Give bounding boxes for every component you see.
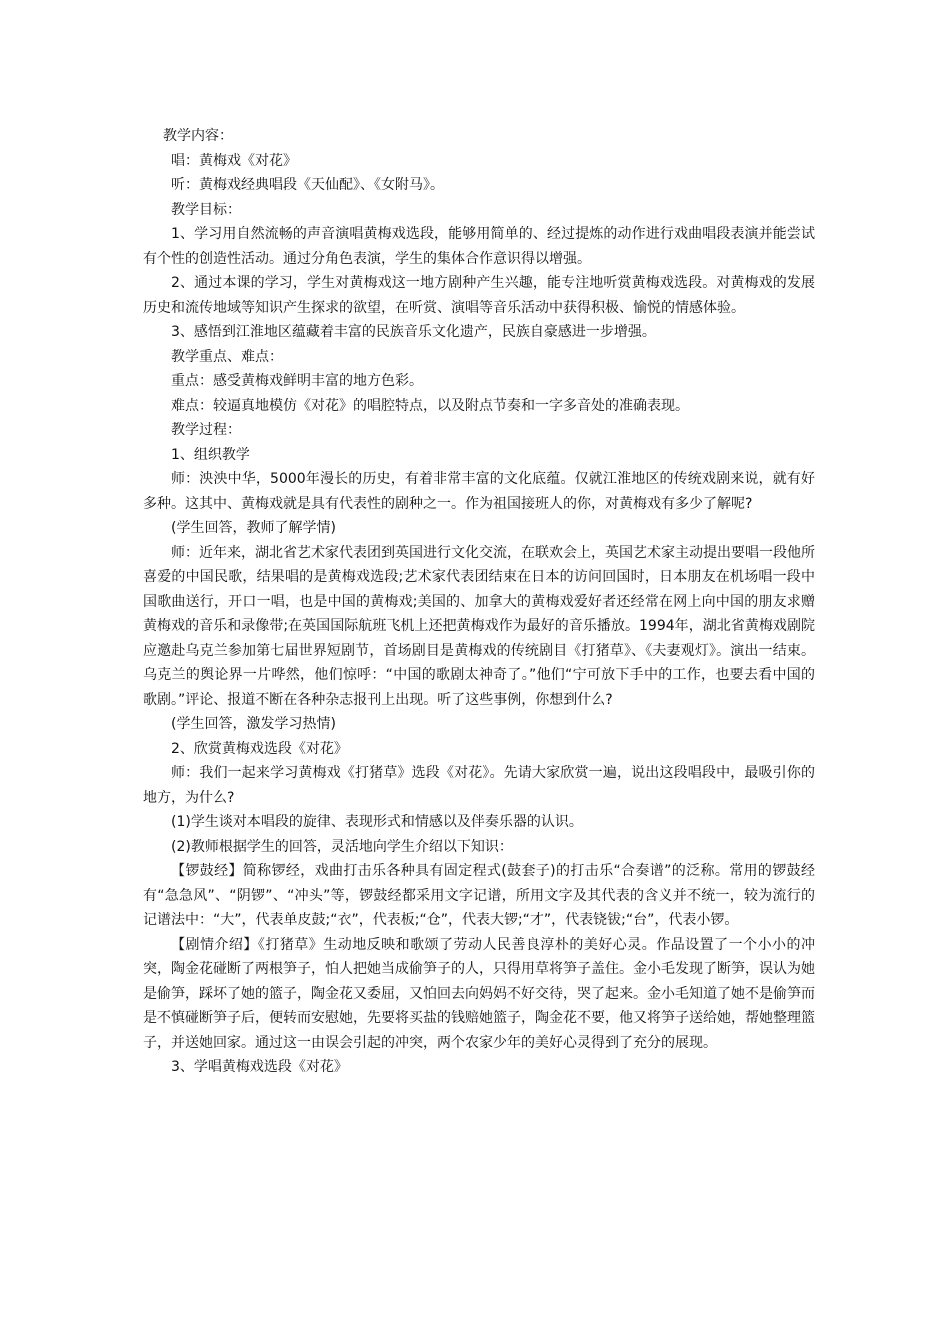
heading-step-1: 1、组织教学 — [171, 446, 250, 463]
paragraph-luogujing: 【锣鼓经】简称锣经，戏曲打击乐各种具有固定程式(鼓套子)的打击乐“合奏谱”的泛称。常用的锣鼓经有“急急风”、“阴锣”、“冲头”等，锣鼓经都采用文字记谱，所用文字及其代表的含义并不统一，较为流行的记谱法中：“大”，代表单皮鼓;“衣”，代表板;“仓”，代表大锣;“才”，代表铙钹;“台”，代表小锣。 — [143, 863, 815, 928]
paragraph-student-answer-1: (学生回答，教师了解学情) — [171, 520, 336, 536]
paragraph-teacher-story: 师：近年来，湖北省艺术家代表团到英国进行文化交流，在联欢会上，英国艺术家主动提出要唱一段他所喜爱的中国民歌，结果唱的是黄梅戏选段;艺术家代表团结束在日本的访问回国时，日本朋友在机场唱一段中国歌曲送行，开口一唱，也是中国的黄梅戏;美国的、加拿大的黄梅戏爱好者还经常在网上向中国的朋友求赠黄梅戏的音乐和录像带;在英国国际航班飞机上还把黄梅戏作为最好的音乐播放。1994年，湖北省黄梅戏剧院应邀赴乌克兰参加第七届世界短剧节，首场剧目是黄梅戏的传统剧目《打猪草》、《夫妻观灯》。演出一结束。乌克兰的舆论界一片哗然，他们惊呼：“中国的歌剧太神奇了。”他们“宁可放下手中的工作，也要去看中国的歌剧。”评论、报道不断在各种杂志报刊上出现。听了这些事例，你想到什么? — [143, 544, 815, 708]
heading-teaching-goals: 教学目标： — [171, 201, 241, 218]
paragraph-item-1: (1)学生谈对本唱段的旋律、表现形式和情感以及伴奏乐器的认识。 — [171, 814, 583, 830]
heading-key-points: 教学重点、难点： — [171, 348, 283, 365]
document-page — [143, 124, 815, 1080]
paragraph-sing: 唱：黄梅戏《对花》 — [171, 152, 297, 169]
paragraph-difficulty: 难点：较逼真地模仿《对花》的唱腔特点，以及附点节奏和一字多音处的准确表现。 — [171, 397, 689, 414]
heading-step-3: 3、学唱黄梅戏选段《对花》 — [171, 1059, 348, 1075]
paragraph-key-point: 重点：感受黄梅戏鲜明丰富的地方色彩。 — [171, 373, 423, 389]
heading-teaching-content: 教学内容： — [163, 128, 233, 144]
paragraph-teacher-listen: 师：我们一起来学习黄梅戏《打猪草》选段《对花》。先请大家欣赏一遍，说出这段唱段中，最吸引你的地方，为什么? — [143, 765, 815, 806]
paragraph-goal-3: 3、感悟到江淮地区蕴藏着丰富的民族音乐文化遗产，民族自豪感进一步增强。 — [171, 324, 656, 340]
paragraph-teacher-intro: 师：泱泱中华，5000年漫长的历史，有着非常丰富的文化底蕴。仅就江淮地区的传统戏剧来说，就有好多种。这其中、黄梅戏就是具有代表性的剧种之一。作为祖国接班人的你，对黄梅戏有多少了解呢? — [143, 471, 815, 512]
paragraph-listen: 听：黄梅戏经典唱段《天仙配》、《女附马》。 — [171, 177, 444, 193]
paragraph-student-answer-2: (学生回答，激发学习热情) — [171, 716, 336, 732]
paragraph-plot: 【剧情介绍】《打猪草》生动地反映和歌颂了劳动人民善良淳朴的美好心灵。作品设置了一个小小的冲突，陶金花碰断了两根笋子，怕人把她当成偷笋子的人，只得用草将笋子盖住。金小毛发现了断笋，误认为她是偷笋，踩坏了她的篮子，陶金花又委屈，又怕回去向妈妈不好交待，哭了起来。金小毛知道了她不是偷笋而是不慎碰断笋子后，便转而安慰她，先要将买盐的钱赔她篮子，陶金花不要，他又将笋子送给她，帮她整理篮子，并送她回家。通过这一由误会引起的冲突，两个农家少年的美好心灵得到了充分的展现。 — [143, 936, 815, 1051]
heading-process: 教学过程： — [171, 422, 241, 438]
paragraph-goal-1: 1、学习用自然流畅的声音演唱黄梅戏选段，能够用简单的、经过提炼的动作进行戏曲唱段表演并能尝试有个性的创造性活动。通过分角色表演，学生的集体合作意识得以增强。 — [143, 226, 815, 267]
paragraph-goal-2: 2、通过本课的学习，学生对黄梅戏这一地方剧种产生兴趣，能专注地听赏黄梅戏选段。对黄梅戏的发展历史和流传地域等知识产生探求的欲望，在听赏、演唱等音乐活动中获得积极、愉悦的情感体验。 — [143, 275, 815, 316]
heading-step-2: 2、欣赏黄梅戏选段《对花》 — [171, 740, 348, 757]
paragraph-item-2: (2)教师根据学生的回答，灵活地向学生介绍以下知识： — [171, 838, 513, 855]
